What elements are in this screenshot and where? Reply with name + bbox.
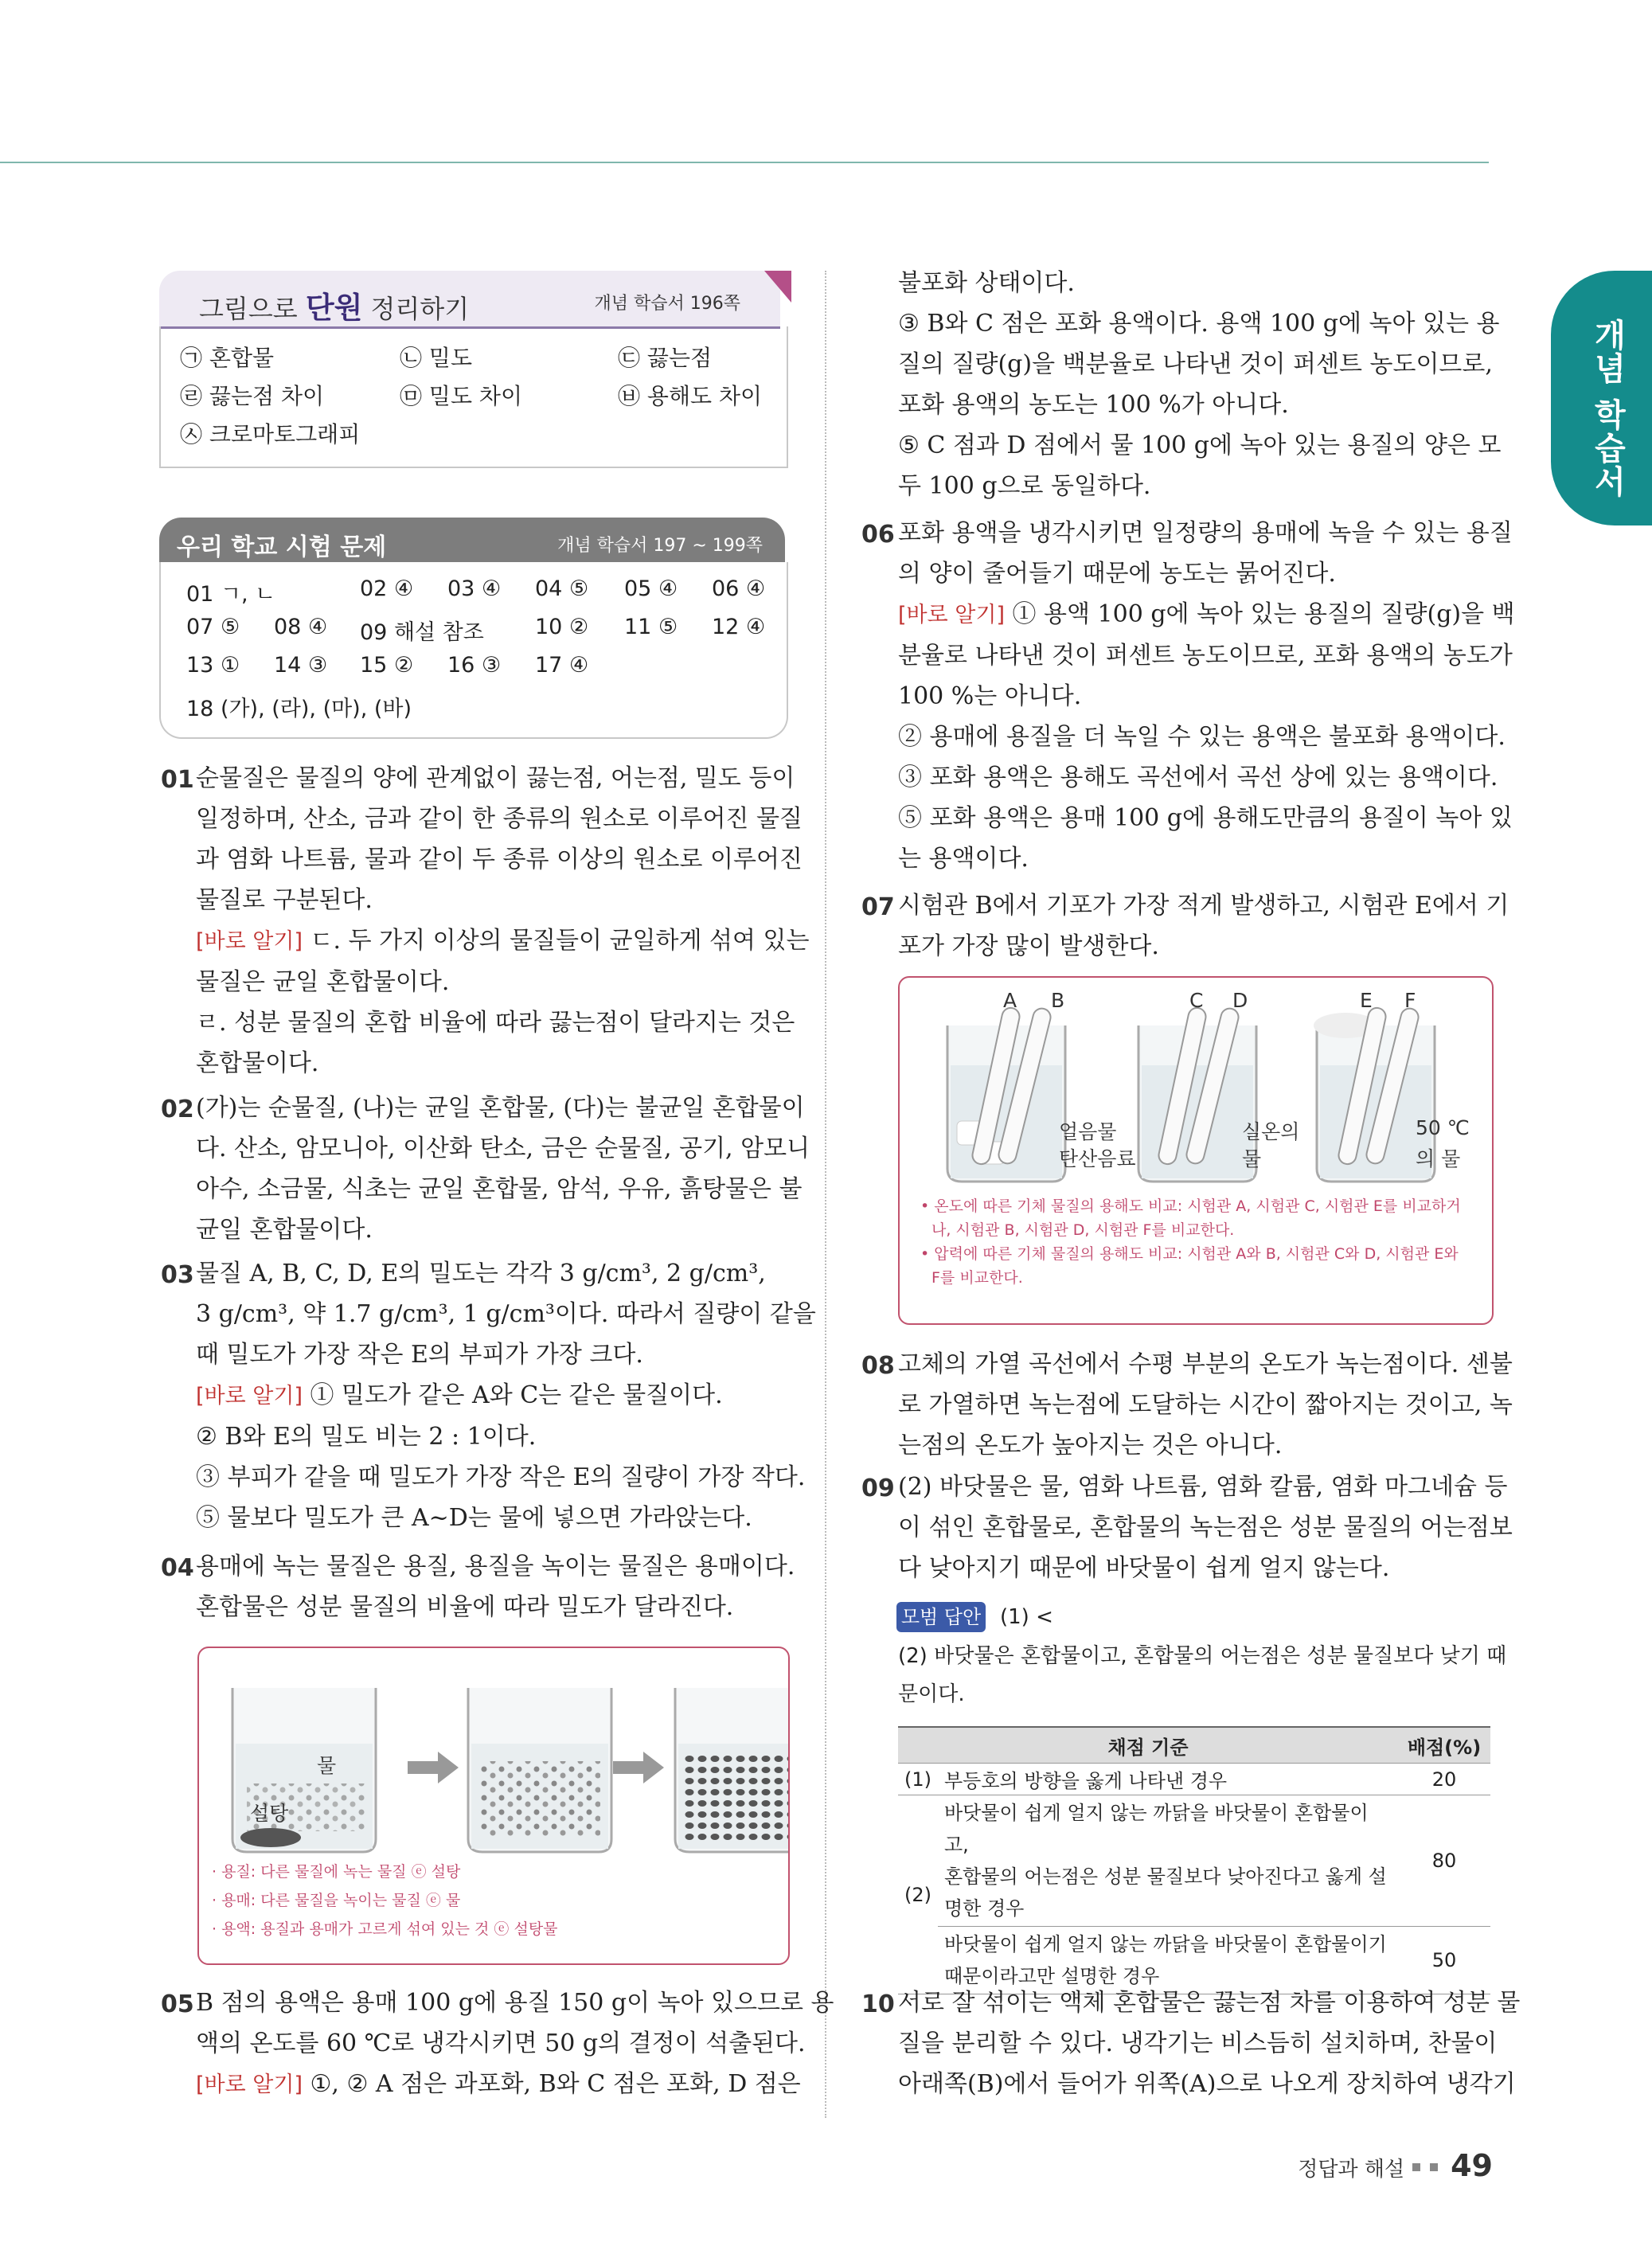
square-icon: [1412, 2163, 1420, 2171]
answer: 07 ⑤: [186, 615, 240, 639]
answer: 18 (가), (라), (마), (바): [186, 697, 412, 721]
table-header: 채점 기준: [898, 1727, 1398, 1764]
answer: 04 ⑤: [535, 576, 589, 601]
beaker-3: [675, 1688, 788, 1852]
question-number: 04: [161, 1554, 194, 1582]
answer: 09 해설 참조: [360, 620, 484, 645]
question-number: 06: [861, 521, 895, 549]
summary-ref: 개념 학습서 196쪽: [594, 294, 740, 314]
q05-continued: 불포화 상태이다. ③ B와 C 점은 포화 용액이다. 용액 100 g에 녹아 있는 용 질의 질량(g)을 백분율로 나타낸 것이 퍼센트 농도이므로, 포화 용액의 농도는 100 %가 아니다. ⑤ C 점과 D 점에서 물 100 g에 녹아 있는 용질의 양은 모 두 100 g으로 동일하다.: [898, 269, 1502, 500]
figure-caption: F를 비교한다.: [931, 1269, 1023, 1287]
figure-solution-box: [197, 1647, 790, 1965]
beaker-label: 탄산음료: [1059, 1147, 1136, 1170]
figure-caption: 나, 시험관 B, 시험관 D, 시험관 F를 비교한다.: [931, 1221, 1235, 1239]
beaker-label: 물: [1242, 1147, 1262, 1170]
sugar-label: 설탕: [250, 1802, 289, 1825]
summary-item: ㉡ 밀도: [400, 345, 472, 371]
q03-text: 물질 A, B, C, D, E의 밀도는 각각 3 g/cm³, 2 g/cm³, 3 g/cm³, 약 1.7 g/cm³, 1 g/cm³이다. 따라서 질량이 같을 때 밀도가 가장 작은 E의 부피가 가장 크다. [바로 알기] ① 밀도가 같은 A와 C는 같은 물질이다. ② B와 E의 밀도 비는 2 : 1이다. ③ 부피가 같을 때 밀도가 가장 작은 E의 질량이 가장 작다. ⑤ 물보다 밀도가 큰 A~D는 물에 넣으면 가라앉는다.: [196, 1260, 816, 1532]
model-answer-1: (1) <: [1000, 1605, 1053, 1629]
figure-caption: · 용질: 다른 물질에 녹는 물질 ⓔ 설탕: [212, 1863, 461, 1881]
beaker-label: 얼음물: [1059, 1120, 1117, 1143]
figure-caption: · 용매: 다른 물질을 녹이는 물질 ⓔ 물: [212, 1892, 461, 1909]
q02-text: (가)는 순물질, (나)는 균일 혼합물, (다)는 불균일 혼합물이 다. 산소, 암모니아, 이산화 탄소, 금은 순물질, 공기, 암모니 아수, 소금물, 식초는 균일 혼합물, 암석, 우유, 흙탕물은 불 균일 혼합물이다.: [196, 1094, 810, 1244]
square-icon: [1430, 2163, 1438, 2171]
exam-answers: [159, 562, 788, 739]
question-number: 10: [861, 1990, 895, 2018]
q08-text: 고체의 가열 곡선에서 수평 부분의 온도가 녹는점이다. 센불 로 가열하면 녹는점에 도달하는 시간이 짧아지는 것이고, 녹 는점의 온도가 높아지는 것은 아니다.: [898, 1350, 1513, 1459]
answer: 06 ④: [712, 576, 766, 601]
answer: 13 ①: [186, 653, 240, 678]
beaker-illustration: [199, 1664, 788, 1871]
figure-caption: · 용액: 용질과 용매가 고르게 섞여 있는 것 ⓔ 설탕물: [212, 1920, 558, 1938]
exam-box: [159, 518, 788, 737]
figure-caption: • 압력에 따른 기체 물질의 용해도 비교: 시험관 A와 B, 시험관 C와 D, 시험관 E와: [920, 1245, 1459, 1263]
answer: 03 ④: [447, 576, 502, 601]
exam-ref: 개념 학습서 197 ~ 199쪽: [557, 536, 763, 556]
answer: 16 ③: [447, 653, 502, 678]
answer: 12 ④: [712, 615, 766, 639]
model-answer-badge: 모범 답안: [896, 1602, 986, 1632]
answer: 05 ④: [624, 576, 678, 601]
answer: 01 ㄱ, ㄴ: [186, 582, 276, 607]
answer: 10 ②: [535, 615, 589, 639]
beaker-room-water: [1138, 1006, 1256, 1182]
summary-item: ㉥ 용해도 차이: [618, 383, 763, 409]
question-number: 05: [161, 1990, 194, 2018]
tube-label: F: [1404, 989, 1416, 1012]
table-row: (1) 부등호의 방향을 옳게 나타낸 경우 20: [898, 1764, 1490, 1795]
tube-label: A: [1003, 989, 1017, 1012]
tube-label: D: [1232, 989, 1248, 1012]
beaker-2: [468, 1688, 611, 1852]
question-number: 03: [161, 1261, 194, 1289]
arrow-icon: [613, 1752, 664, 1783]
summary-header: [159, 271, 780, 329]
beaker-label: 50 ℃: [1416, 1116, 1470, 1139]
model-answer-2: (2) 바닷물은 혼합물이고, 혼합물의 어는점은 성분 물질보다 낮기 때 문이다.: [898, 1644, 1507, 1706]
page-footer: 정답과 해설 49: [1298, 2148, 1493, 2183]
tube-label: E: [1360, 989, 1373, 1012]
table-header: 배점(%): [1398, 1727, 1490, 1764]
q10-text: 서로 잘 섞이는 액체 혼합물은 끓는점 차를 이용하여 성분 물 질을 분리할 수 있다. 냉각기는 비스듬히 설치하며, 찬물이 아래쪽(B)에서 들어가 위쪽(A)으로 나오게 장치하여 냉각기: [898, 1989, 1521, 2098]
page-number: 49: [1451, 2148, 1493, 2183]
tube-label: B: [1051, 989, 1065, 1012]
summary-item: ㉦ 크로마토그래피: [180, 421, 361, 447]
side-tab: 개념 학습서: [1551, 271, 1652, 525]
arrow-icon: [408, 1752, 459, 1783]
table-row: (2) 바닷물이 쉽게 얼지 않는 까닭을 바닷물이 혼합물이고, 혼합물의 어는점은 성분 물질보다 낮아진다고 옳게 설 명한 경우 80: [898, 1795, 1490, 1927]
scoring-table: [898, 1726, 1490, 1994]
top-rule: [0, 162, 1489, 163]
q04-text: 용매에 녹는 물질은 용질, 용질을 녹이는 물질은 용매이다. 혼합물은 성분 물질의 비율에 따라 밀도가 달라진다.: [196, 1553, 795, 1621]
answer: 08 ④: [274, 615, 328, 639]
q01-text: 순물질은 물질의 양에 관계없이 끓는점, 어는점, 밀도 등이 일정하며, 산소, 금과 같이 한 종류의 원소로 이루어진 물질 과 염화 나트륨, 물과 같이 두 종류 이상의 원소로 이루어진 물질로 구분된다. [바로 알기] ㄷ. 두 가지 이상의 물질들이 균일하게 섞여 있는 물질은 균일 혼합물이다. ㄹ. 성분 물질의 혼합 비율에 따라 끓는점이 달라지는 것은 혼합물이다.: [196, 764, 810, 1077]
q07-text: 시험관 B에서 기포가 가장 적게 발생하고, 시험관 E에서 기 포가 가장 많이 발생한다.: [898, 892, 1509, 960]
water-label: 물: [317, 1754, 337, 1777]
summary-item: ㉢ 끓는점: [618, 345, 713, 371]
summary-box: [159, 271, 787, 467]
summary-title: 그림으로 단원 정리하기: [199, 291, 470, 325]
figure-caption: • 온도에 따른 기체 물질의 용해도 비교: 시험관 A, 시험관 C, 시험관 E를 비교하거: [920, 1197, 1461, 1215]
test-tube-illustration: [900, 1002, 1492, 1193]
figure-gas-solubility-box: [898, 976, 1494, 1325]
answer: 14 ③: [274, 653, 328, 678]
answer: 11 ⑤: [624, 615, 678, 639]
question-number: 09: [861, 1475, 895, 1502]
answer: 17 ④: [535, 653, 589, 678]
tube-label: C: [1189, 989, 1204, 1012]
summary-item: ㉤ 밀도 차이: [400, 383, 522, 409]
question-number: 02: [161, 1096, 194, 1123]
question-number: 07: [861, 893, 895, 921]
beaker-label: 의 물: [1416, 1147, 1461, 1170]
exam-title: 우리 학교 시험 문제: [177, 533, 387, 561]
q05-text: B 점의 용액은 용매 100 g에 용질 150 g이 녹아 있으므로 용 액의 온도를 60 ℃로 냉각시키면 50 g의 결정이 석출된다. [바로 알기] ①, ② A 점은 과포화, B와 C 점은 포화, D 점은: [196, 1989, 834, 2098]
question-number: 08: [861, 1352, 895, 1380]
column-divider: [825, 271, 826, 2118]
answer: 15 ②: [360, 653, 414, 678]
table-row: 바닷물이 쉽게 얼지 않는 까닭을 바닷물이 혼합물이기 때문이라고만 설명한 경우 50: [898, 1927, 1490, 1994]
summary-corner: [764, 271, 791, 303]
q09-text: (2) 바닷물은 물, 염화 나트륨, 염화 칼륨, 염화 마그네슘 등 이 섞인 혼합물로, 혼합물의 녹는점은 성분 물질의 어는점보 다 낮아지기 때문에 바닷물이 쉽게 얼지 않는다.: [898, 1473, 1513, 1582]
summary-body: [159, 326, 788, 468]
summary-item: ㉣ 끓는점 차이: [180, 383, 325, 409]
beaker-ice-water: [947, 1006, 1065, 1182]
question-number: 01: [161, 766, 194, 794]
answer: 02 ④: [360, 576, 414, 601]
beaker-label: 실온의: [1242, 1120, 1300, 1143]
q06-text: 포화 용액을 냉각시키면 일정량의 용매에 녹을 수 있는 용질 의 양이 줄어들기 때문에 농도는 묽어진다. [바로 알기] ① 용액 100 g에 녹아 있는 용질의 질량(g)을 백 분율로 나타낸 것이 퍼센트 농도이므로, 포화 용액의 농도가 100 %는 아니다. ② 용매에 용질을 더 녹일 수 있는 용액은 불포화 용액이다. ③ 포화 용액은 용해도 곡선에서 곡선 상에 있는 용액이다. ⑤ 포화 용액은 용매 100 g에 용해도만큼의 용질이 녹아 있 는 용액이다.: [898, 519, 1515, 873]
exam-header: [159, 518, 785, 562]
summary-item: ㉠ 혼합물: [180, 345, 275, 371]
beaker-1: [232, 1688, 376, 1852]
